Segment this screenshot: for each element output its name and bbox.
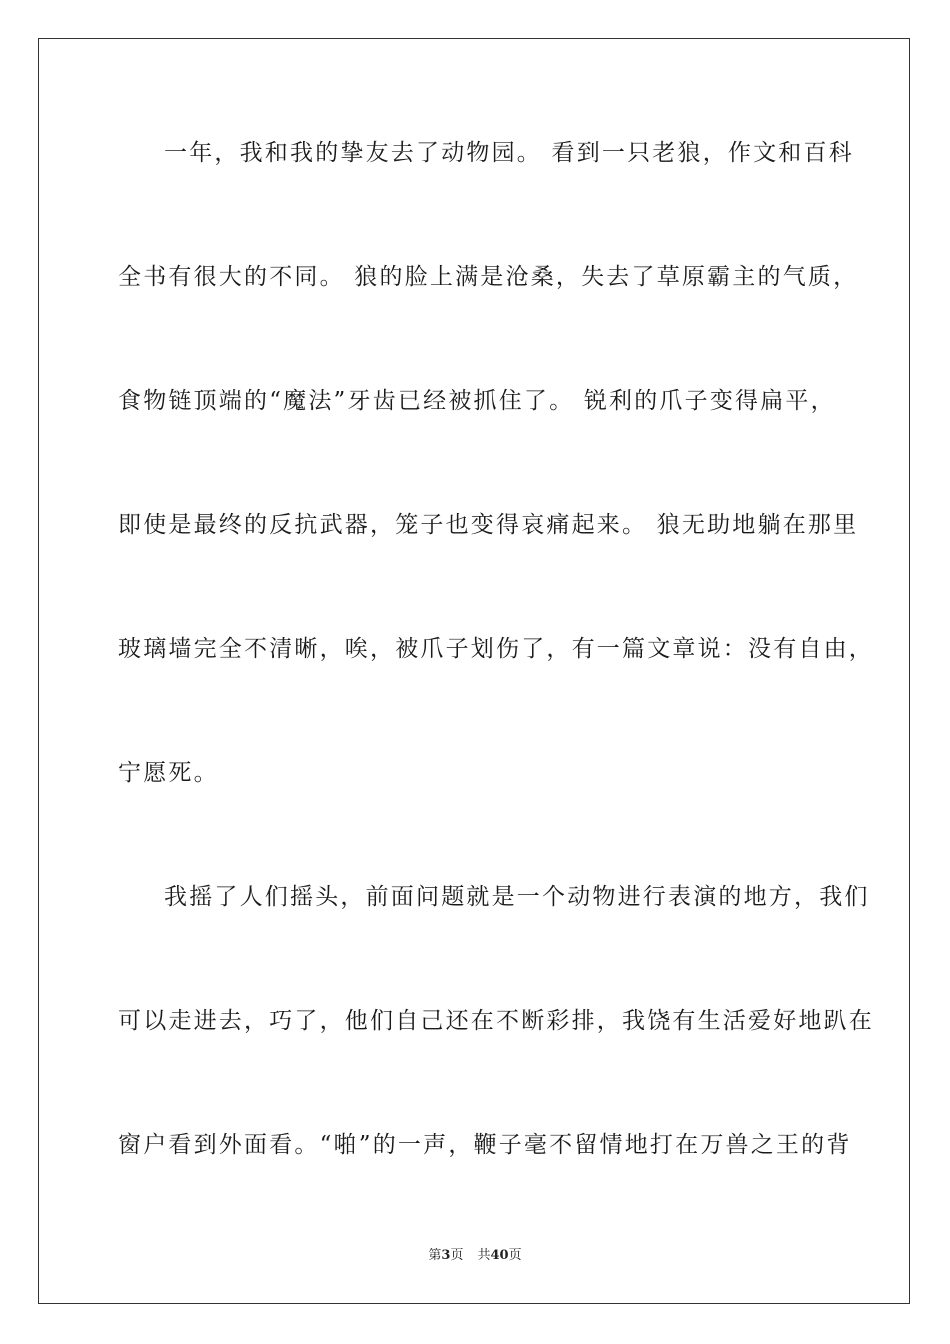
total-pages: 40 xyxy=(490,1248,509,1263)
paragraph-1-line-3: 食物链顶端的“魔法”牙齿已经被抓住了。 锐利的爪子变得扁平， xyxy=(118,388,836,414)
paragraph-2-line-2: 可以走进去，巧了，他们自己还在不断彩排，我饶有生活爱好地趴在 xyxy=(118,1008,874,1034)
paragraph-2-line-3: 窗户看到外面看。“啪”的一声，鞭子毫不留情地打在万兽之王的背 xyxy=(118,1132,852,1158)
paragraph-1-line-6: 宁愿死。 xyxy=(118,760,219,786)
page-number: 3 xyxy=(441,1248,451,1263)
page-border xyxy=(38,38,910,1304)
total-suffix: 页 xyxy=(508,1248,522,1263)
paragraph-1-line-4: 即使是最终的反抗武器，笼子也变得哀痛起来。 狼无助地躺在那里 xyxy=(118,512,859,538)
paragraph-1-line-2: 全书有很大的不同。 狼的脸上满是沧桑，失去了草原霸主的气质， xyxy=(118,264,859,290)
paragraph-1-line-5: 玻璃墙完全不清晰，唉，被爪子划伤了，有一篇文章说：没有自由， xyxy=(118,636,874,662)
total-prefix: 共 xyxy=(477,1248,491,1263)
paragraph-2-line-1: 我摇了人们摇头，前面问题就是一个动物进行表演的地方，我们 xyxy=(164,884,870,910)
page-footer xyxy=(0,1247,950,1265)
page-prefix: 第 xyxy=(428,1248,442,1263)
page-suffix: 页 xyxy=(450,1248,464,1263)
paragraph-1-line-1: 一年，我和我的挚友去了动物园。 看到一只老狼，作文和百科 xyxy=(164,140,854,166)
